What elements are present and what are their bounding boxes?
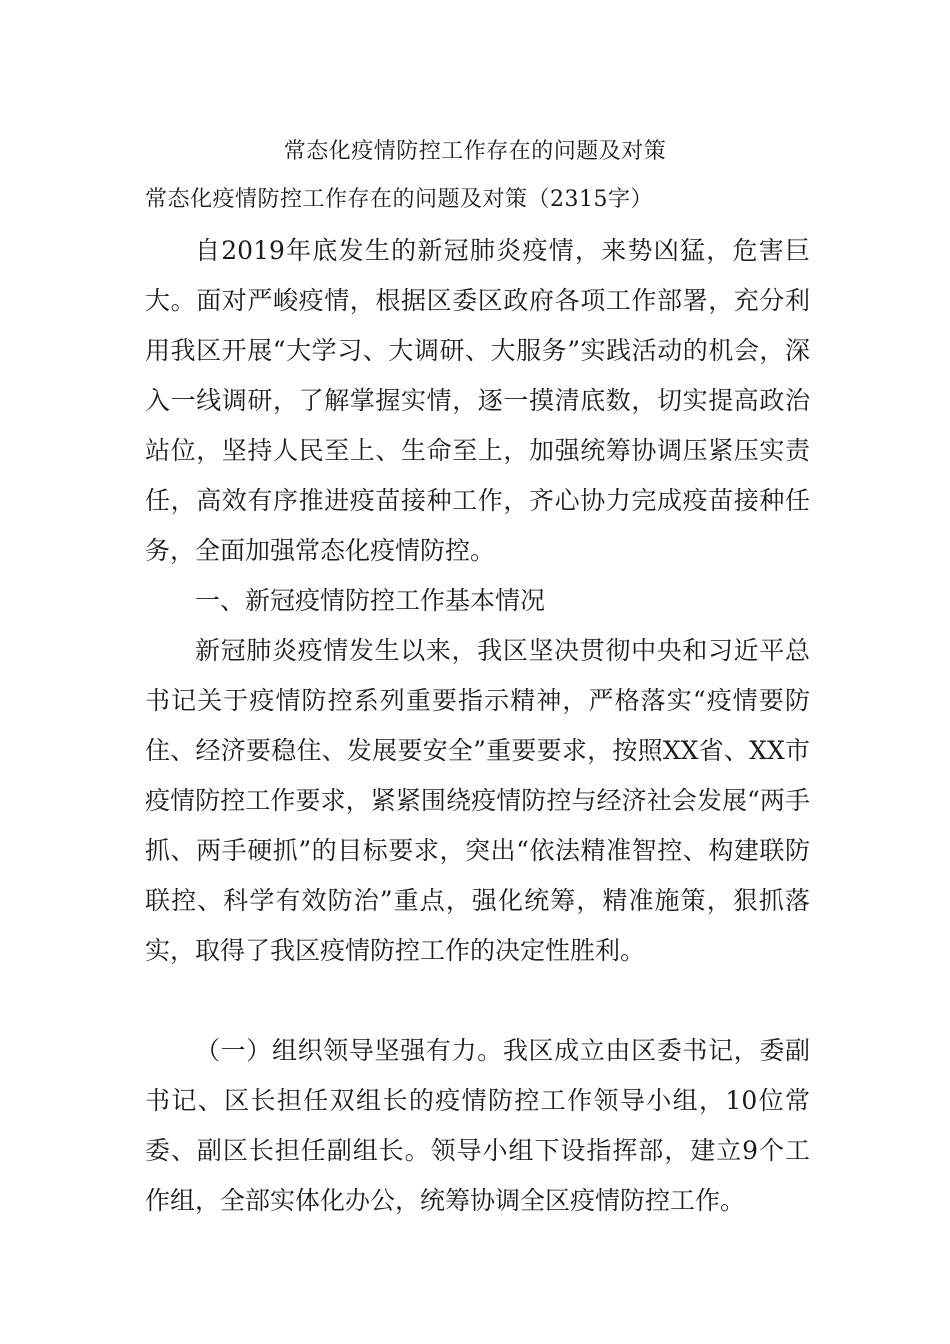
document-title: 常态化疫情防控工作存在的问题及对策	[283, 139, 667, 164]
paragraph-basic-situation: 新冠肺炎疫情发生以来，我区坚决贯彻中央和习近平总书记关于疫情防控系列重要指示精神，严格落实“疫情要防住、经济要稳住、发展要安全”重要要求，按照XX省、XX市疫情防控工作要求，紧紧围绕疫情防控与经济社会发展“两手抓、两手硬抓”的目标要求，突出“依法精准智控、构建联防联控、科学有效防治”重点，强化统筹，精准施策，狠抓落实，取得了我区疫情防控工作的决定性胜利。	[145, 636, 810, 965]
paragraph-organization: （一）组织领导坚强有力。我区成立由区委书记，委副书记、区长担任双组长的疫情防控工作领导小组，10位常委、副区长担任副组长。领导小组下设指挥部，建立9个工作组，全部实体化办公，统筹协调全区疫情防控工作。	[145, 1036, 810, 1215]
section-heading-1: 一、新冠疫情防控工作基本情况	[195, 586, 546, 615]
paragraph-intro: 自2019年底发生的新冠肺炎疫情，来势凶猛，危害巨大。面对严峻疫情，根据区委区政府各项工作部署，充分利用我区开展“大学习、大调研、大服务”实践活动的机会，深入一线调研，了解掌握实情，逐一摸清底数，切实提高政治站位，坚持人民至上、生命至上，加强统筹协调压紧压实责任，高效有序推进疫苗接种工作，齐心协力完成疫苗接种任务，全面加强常态化疫情防控。	[145, 236, 810, 565]
document-subtitle: 常态化疫情防控工作存在的问题及对策（2315字）	[145, 187, 653, 212]
